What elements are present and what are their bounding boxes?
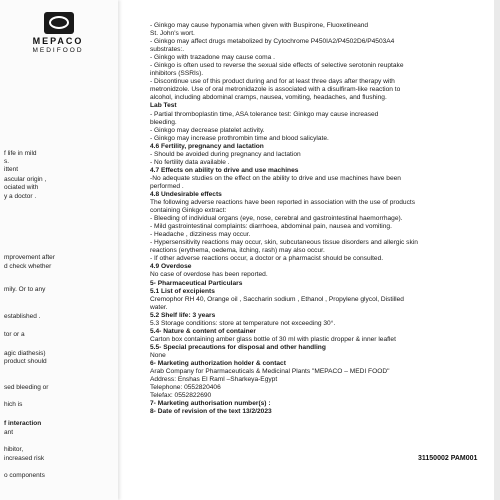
- section-heading: 5.5- Special precautions for disposal and other handling: [150, 343, 326, 351]
- section-heading: 5- Pharmaceutical Particulars: [150, 279, 243, 287]
- company-logo: [8, 12, 108, 64]
- section-heading: 4.6 Fertility, pregnancy and lactation: [150, 142, 264, 150]
- left-fragment-line: established .: [4, 313, 41, 320]
- text-line: - Hypersensitivity reactions may occur, skin, subcutaneous tissue disorders and allergic skin: [150, 239, 418, 247]
- text-line: - Ginkgo is often used to reverse the sexual side effects of selective serotonin reuptake: [150, 62, 404, 70]
- text-line: inhibitors (SSRIs).: [150, 70, 204, 78]
- section-heading: 5.4- Nature & content of container: [150, 327, 256, 335]
- logo-emblem-icon: [44, 12, 74, 34]
- text-line: performed .: [150, 182, 184, 190]
- left-fragment-line: mily. Or to any: [4, 286, 46, 293]
- left-fragment-line: d check whether: [4, 263, 52, 270]
- section-heading: 4.8 Undesirable effects: [150, 190, 222, 198]
- text-line: water.: [150, 303, 168, 311]
- section-heading: 8- Date of revision of the text 13/2/2023: [150, 408, 272, 416]
- left-fragment-line: f interaction: [4, 420, 42, 427]
- text-line: alcohol, including abdominal cramps, nausea, vomiting, headaches, and flushing.: [150, 94, 387, 102]
- text-line: None: [150, 351, 166, 359]
- text-line: St. John's wort.: [150, 30, 195, 38]
- leaflet-text: [150, 22, 485, 416]
- text-line: - Headache , dizziness may occur.: [150, 231, 251, 239]
- left-fragment-line: tor or a: [4, 331, 25, 338]
- text-line: - Ginkgo with trazadone may cause coma .: [150, 54, 275, 62]
- text-line: -No adequate studies on the effect on the ability to drive and use machines have been: [150, 174, 401, 182]
- logo-subtitle: MEDIFOOD: [32, 47, 84, 54]
- text-line: - Mild gastrointestinal complaints: diarrhoea, abdominal pain, nausea and vomiting.: [150, 223, 392, 231]
- text-line: - Partial thromboplastin time, ASA tolerance test: Ginkgo may cause increased: [150, 110, 379, 118]
- text-line: Cremophor RH 40, Orange oil , Saccharin sodium , Ethanol , Propylene glycol, Distilled: [150, 295, 404, 303]
- text-line: - If other adverse reactions occur, a doctor or a pharmacist should be consulted.: [150, 255, 384, 263]
- text-line: substrates:.: [150, 46, 185, 54]
- logo-title: MEPACO: [32, 36, 84, 46]
- text-line: - Ginkgo may decrease platelet activity.: [150, 126, 265, 134]
- text-line: metronidzole. Use of oral metronidazole is associated with a disulfiram-like reaction to: [150, 86, 401, 94]
- section-heading: 5.2 Shelf life: 3 years: [150, 311, 216, 319]
- left-fragment-line: f life in mild: [4, 150, 37, 157]
- left-fragment-line: ascular origin ,: [4, 176, 47, 183]
- text-line: Arab Company for Pharmaceuticals & Medicinal Plants "MEPACO – MEDI FOOD": [150, 368, 390, 376]
- text-line: The following adverse reactions have been reported in association with the use of products: [150, 199, 416, 207]
- section-heading: Lab Test: [150, 102, 177, 110]
- left-fragment-line: mprovement after: [4, 254, 55, 261]
- text-line: - Ginkgo may affect drugs metabolized by Cytochrome P450IA2/P4502D6/P4503A4: [150, 38, 395, 46]
- leaflet-page: [140, 14, 492, 484]
- section-heading: 7- Marketing authorisation number(s) :: [150, 400, 271, 408]
- left-fragment-line: increased risk: [4, 455, 45, 462]
- text-line: 5.3 Storage conditions: store at temperature not exceeding 30°.: [150, 319, 336, 327]
- page-edge-shadow: [494, 0, 500, 500]
- text-line: - Ginkgo may cause hyponamia when given with Buspirone, Fluoxetineand: [150, 22, 369, 29]
- left-fragment-line: product should: [4, 358, 47, 365]
- footer-code: 31150002 PAM001: [418, 455, 478, 462]
- left-fragment-line: s.: [4, 158, 10, 165]
- section-heading: 4.9 Overdose: [150, 263, 192, 271]
- text-line: Telephone: 0552820406: [150, 384, 221, 392]
- left-fragment-line: hich is: [4, 401, 23, 408]
- text-line: - Ginkgo may increase prothrombin time and blood salicylate.: [150, 134, 329, 142]
- left-fragment-line: ittent: [4, 166, 19, 173]
- left-fragment-line: y a doctor .: [4, 193, 37, 200]
- text-line: bleeding.: [150, 118, 177, 126]
- text-line: reactions (erythema, oedema, itching, rash) may also occur.: [150, 247, 325, 255]
- left-fragment-line: agic diathesis): [4, 350, 46, 357]
- text-line: - No fertility data available .: [150, 158, 230, 166]
- left-page-edge: [0, 0, 118, 500]
- text-line: Address: Enshas El Raml –Sharkeya-Egypt: [150, 376, 278, 384]
- text-line: - Bleeding of individual organs (eye, nose, cerebral and gastrointestinal haemorrhage).: [150, 215, 403, 223]
- text-line: Carton box containing amber glass bottle of 30 ml with plastic dropper & inner leaflet: [150, 335, 396, 343]
- left-fragment-line: o components: [4, 472, 45, 479]
- left-fragment-line: ociated with: [4, 184, 39, 191]
- text-line: Telefax: 0552822690: [150, 392, 212, 400]
- text-line: containing Ginkgo extract:: [150, 207, 227, 215]
- section-heading: 4.7 Effects on ability to drive and use machines: [150, 166, 299, 174]
- section-heading: 5.1 List of excipients: [150, 287, 215, 295]
- section-heading: 6- Marketing authorization holder & contact: [150, 359, 286, 367]
- text-line: - Should be avoided during pregnancy and lactation: [150, 150, 301, 158]
- left-fragment-line: sed bleeding or: [4, 384, 49, 391]
- text-line: No case of overdose has been reported.: [150, 271, 268, 279]
- left-fragment-line: hibitor,: [4, 446, 24, 453]
- text-line: - Discontinue use of this product during and for at least three days after therapy with: [150, 78, 395, 86]
- left-fragment-line: ant: [4, 429, 14, 436]
